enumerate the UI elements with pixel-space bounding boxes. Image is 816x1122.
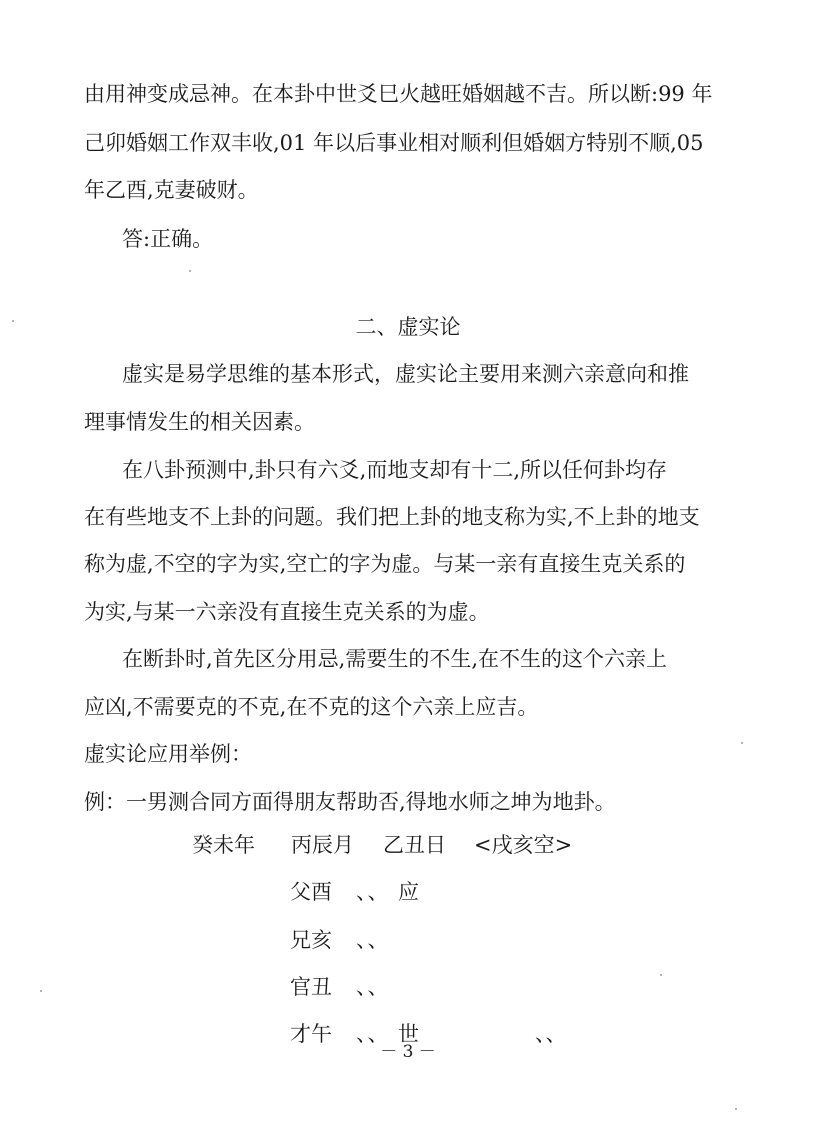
paragraph-line: 在有些地支不上卦的问题。我们把上卦的地支称为实,不上卦的地支 [84,505,700,529]
example-question: 例：一男测合同方面得朋友帮助否,得地水师之坤为地卦。 [84,790,616,814]
example-heading: 虚实论应用举例： [84,742,252,766]
gua-line-yao: 、、 [356,1022,390,1046]
scan-speck [189,270,191,272]
date-void: <戌亥空> [474,833,573,857]
paragraph-line: 己卯婚姻工作双丰收,01 年以后事业相对顺利但婚姻方特别不顺,05 [84,131,704,155]
gua-line-mark: 世 [398,1022,419,1046]
gua-line-yao: 、、 [356,975,390,999]
paragraph-line: 应凶,不需要克的不克,在不克的这个六亲上应吉。 [84,695,539,719]
scan-speck [741,742,743,744]
date-day: 乙丑日 [383,833,446,857]
gua-line-yao-extra: 、、 [535,1022,567,1046]
scan-speck [735,1108,737,1110]
paragraph-line: 年乙酉,克妻破财。 [84,178,259,202]
gua-line-mark: 应 [398,880,419,904]
scan-speck [660,974,662,976]
gua-line-name: 父酉 [290,880,332,904]
paragraph-line: 在断卦时,首先区分用忌,需要生的不生,在不生的这个六亲上 [122,647,668,671]
paragraph-line: 在八卦预测中,卦只有六爻,而地支却有十二,所以任何卦均存 [122,458,668,482]
scan-speck [40,990,42,992]
date-month: 丙辰月 [291,833,354,857]
gua-line-name: 兄亥 [290,928,332,952]
paragraph-line: 称为虚,不空的字为实,空亡的字为虚。与某一亲有直接生克关系的 [84,552,686,576]
page-number: － 3 － [380,1042,436,1062]
date-year: 癸未年 [192,833,255,857]
answer-line: 答:正确。 [122,227,214,251]
paragraph-line: 虚实是易学思维的基本形式，虚实论主要用来测六亲意向和推 [122,362,689,386]
paragraph-line: 为实,与某一六亲没有直接生克关系的为虚。 [84,600,490,624]
paragraph-line: 由用神变成忌神。在本卦中世爻巳火越旺婚姻越不吉。所以断:99 年 [84,82,713,106]
scan-speck [12,320,14,322]
gua-line-name: 才午 [290,1022,332,1046]
gua-line-name: 官丑 [290,975,332,999]
section-title: 二、虚实论 [355,315,461,339]
gua-line-yao: 、、 [356,928,390,952]
paragraph-line: 理事情发生的相关因素。 [84,410,315,434]
gua-line-yao: 、、 [356,880,390,904]
